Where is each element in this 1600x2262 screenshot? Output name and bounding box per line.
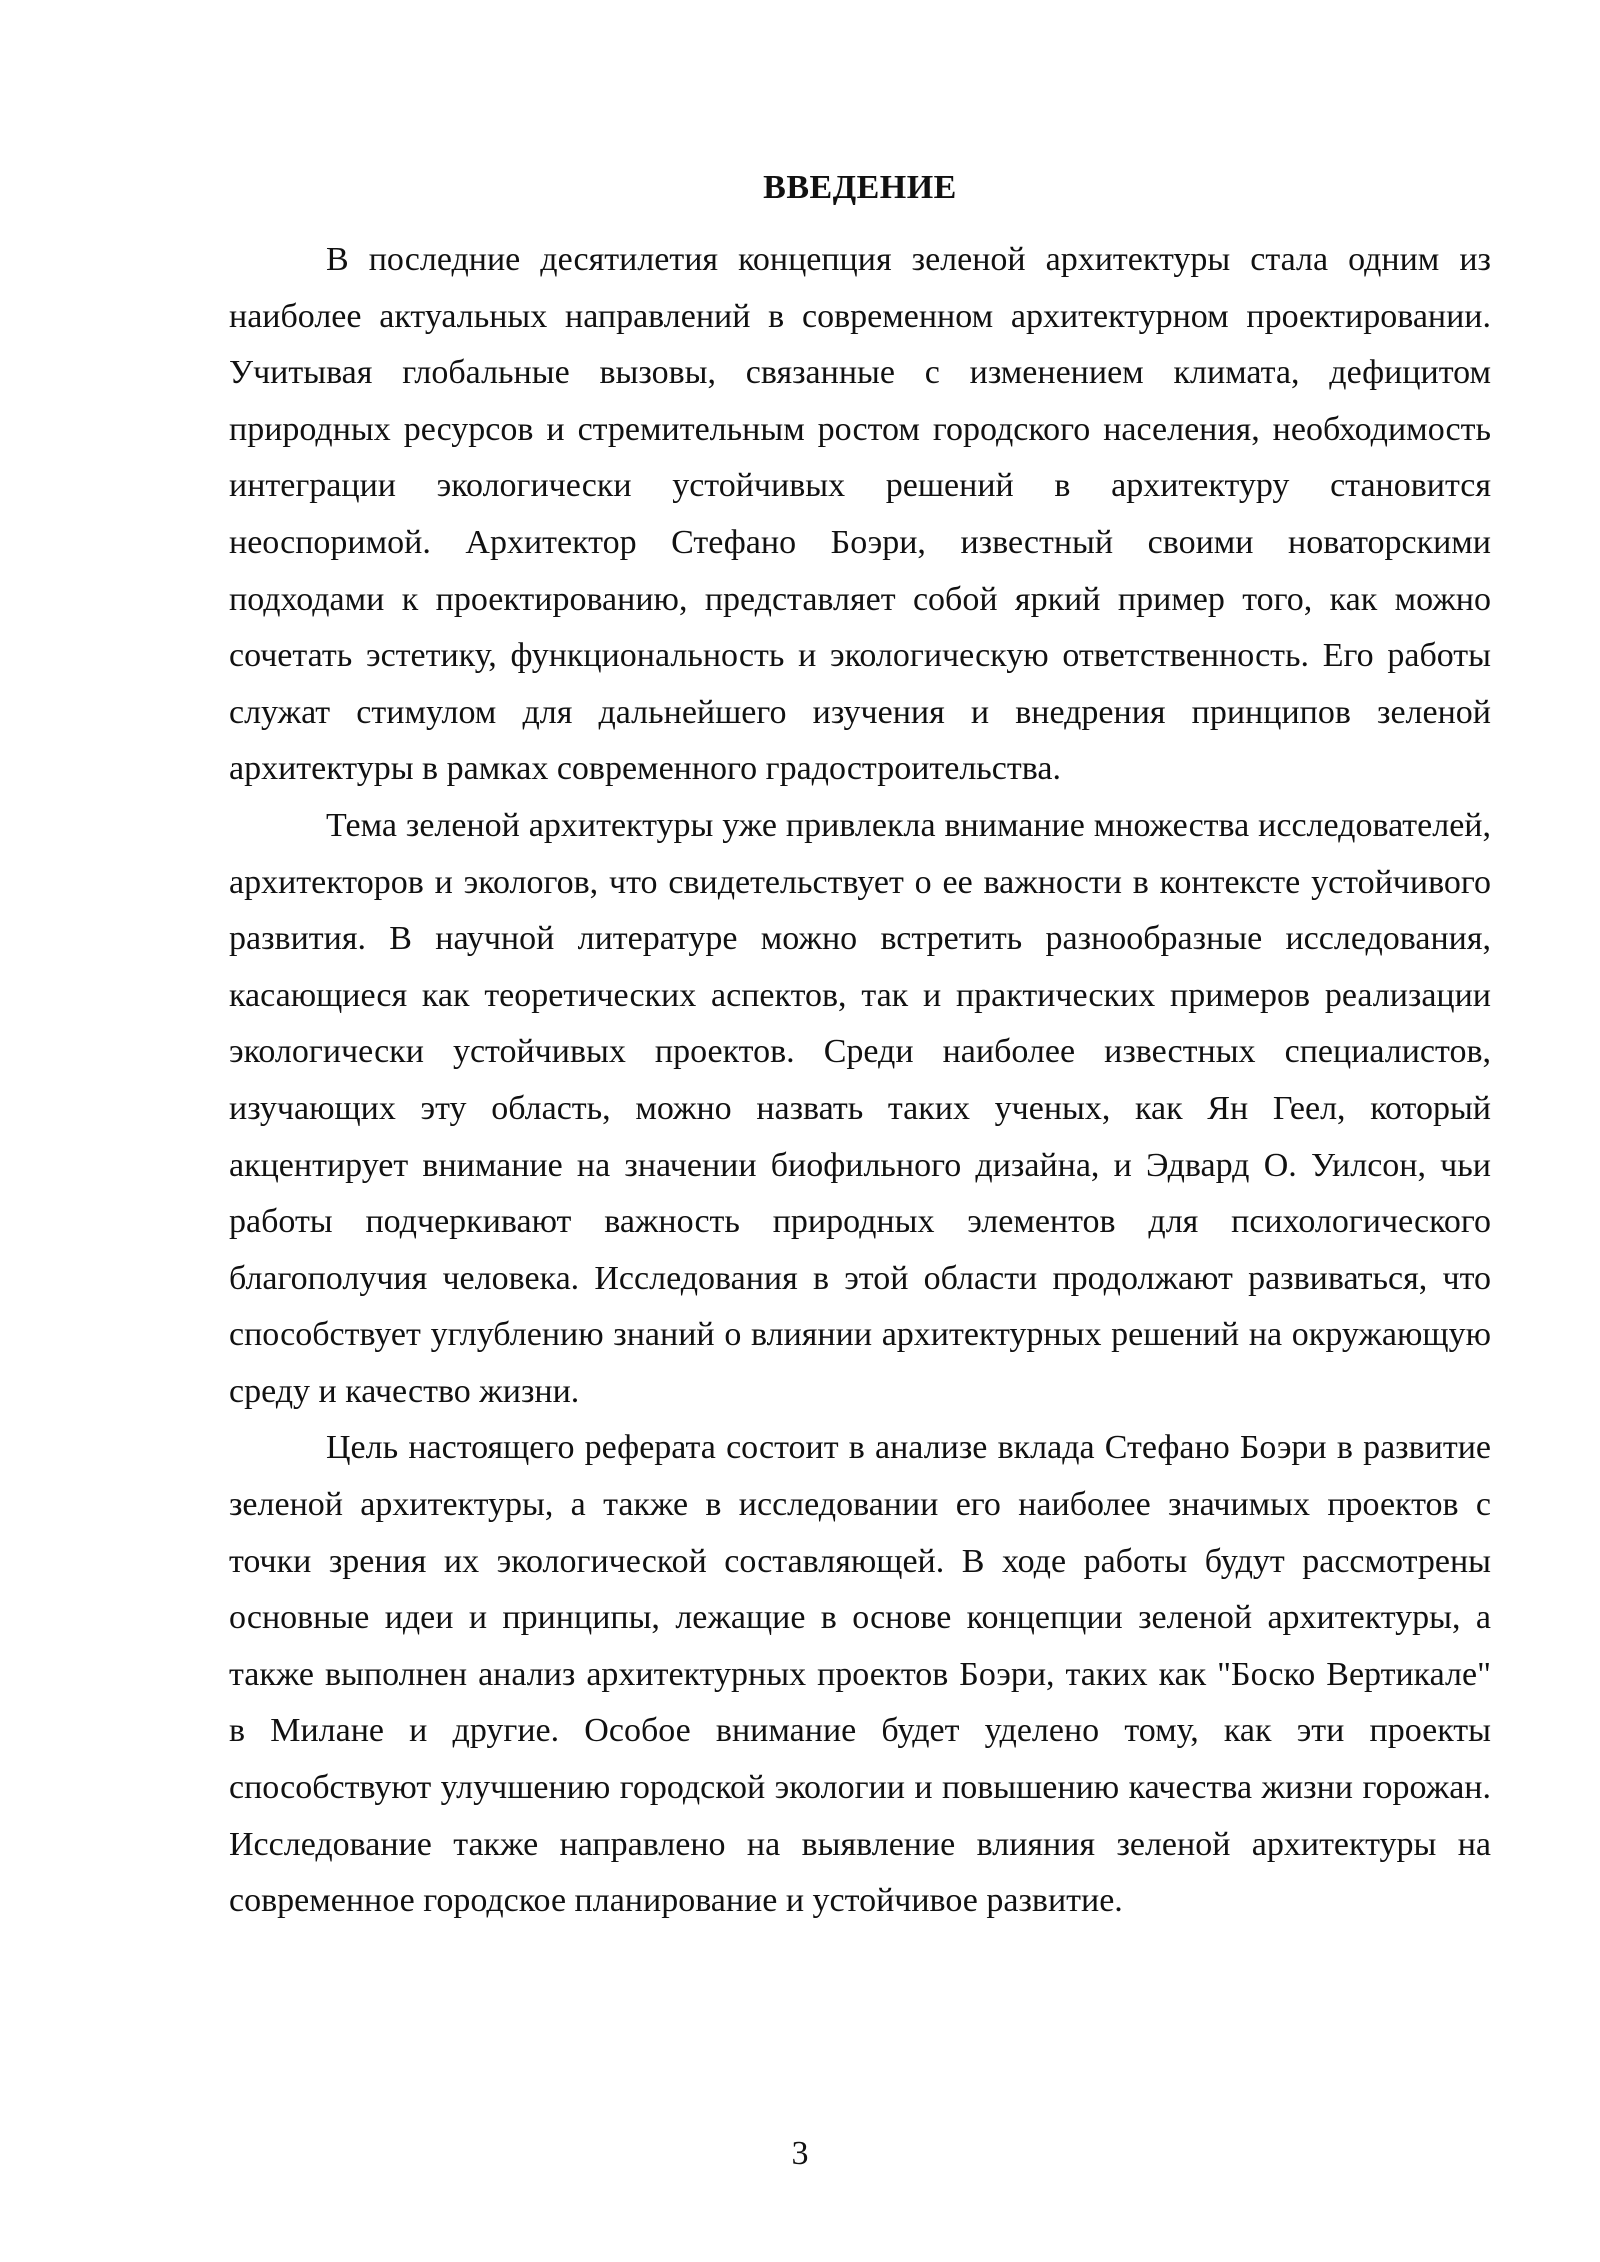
- paragraph-3: Цель настоящего реферата состоит в анализе вклада Стефано Боэри в развитие зеленой архитектуры, а также в исследовании его наиболее значимых проектов с точки зрения их экологической составляющей. В ходе работы будут рассмотрены основные идеи и принципы, лежащие в основе концепции зеленой архитектуры, а также выполнен анализ архитектурных проектов Боэри, таких как "Боско Вертикале" в Милане и другие. Особое внимание будет уделено тому, как эти проекты способствуют улучшению городской экологии и повышению качества жизни горожан. Исследование также направлено на выявление влияния зеленой архитектуры на современное городское планирование и устойчивое развитие.: [229, 1429, 1491, 1920]
- document-body: [229, 160, 1491, 1930]
- paragraph-1: В последние десятилетия концепция зеленой архитектуры стала одним из наиболее актуальных направлений в современном архитектурном проектировании. Учитывая глобальные вызовы, связанные с изменением климата, дефицитом природных ресурсов и стремительным ростом городского населения, необходимость интеграции экологически устойчивых решений в архитектуру становится неоспоримой. Архитектор Стефано Боэри, известный своими новаторскими подходами к проектированию, представляет собой яркий пример того, как можно сочетать эстетику, функциональность и экологическую ответственность. Его работы служат стимулом для дальнейшего изучения и внедрения принципов зеленой архитектуры в рамках современного градостроительства.: [229, 241, 1491, 788]
- section-title: ВВЕДЕНИЕ: [763, 169, 957, 206]
- paragraph-2: Тема зеленой архитектуры уже привлекла внимание множества исследователей, архитекторов и экологов, что свидетельствует о ее важности в контексте устойчивого развития. В научной литературе можно встретить разнообразные исследования, касающиеся как теоретических аспектов, так и практических примеров реализации экологически устойчивых проектов. Среди наиболее известных специалистов, изучающих эту область, можно назвать таких ученых, как Ян Геел, который акцентирует внимание на значении биофильного дизайна, и Эдвард О. Уилсон, чьи работы подчеркивают важность природных элементов для психологического благополучия человека. Исследования в этой области продолжают развиваться, что способствует углублению знаний о влиянии архитектурных решений на окружающую среду и качество жизни.: [229, 806, 1491, 1410]
- page-number: 3: [791, 2135, 809, 2172]
